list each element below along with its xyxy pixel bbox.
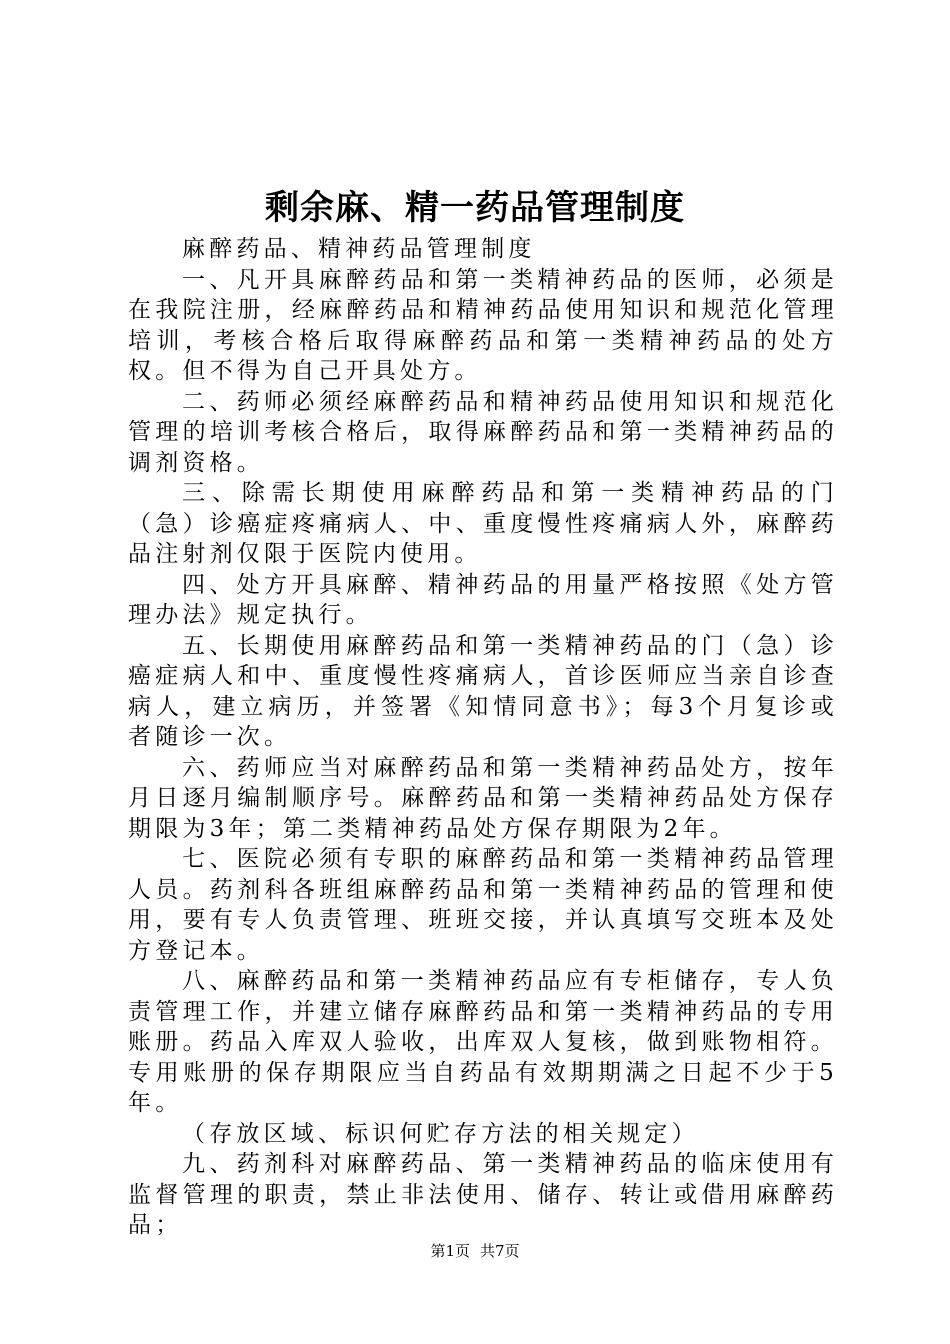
paragraph-subtitle: 麻醉药品、精神药品管理制度: [182, 236, 536, 262]
page-number-total: 共7页: [480, 1242, 520, 1260]
paragraph-8: 八、麻醉药品和第一类精神药品应有专柜储存，专人负责管理工作，并建立储存麻醉药品和第一类精神药品的专用账册。药品入库双人验收，出库双人复核，做到账物相符。专用账册的保存期限应当自药品有效期期满之日起不少于5年。: [128, 968, 838, 1116]
page-number-current: 第1页: [430, 1242, 470, 1260]
paragraph-6: 六、药师应当对麻醉药品和第一类精神药品处方，按年月日逐月编制顺序号。麻醉药品和第一类精神药品处方保存期限为3年；第二类精神药品处方保存期限为2年。: [128, 754, 838, 842]
page-footer: [0, 1240, 950, 1262]
paragraph-note: （存放区域、标识何贮存方法的相关规定）: [182, 1120, 699, 1147]
paragraph-5: 五、长期使用麻醉药品和第一类精神药品的门（急）诊癌症病人和中、重度慢性疼痛病人，首诊医师应当亲自诊查病人，建立病历，并签署《知情同意书》；每3个月复诊或者随诊一次。: [128, 632, 838, 750]
paragraph-4: 四、处方开具麻醉、精神药品的用量严格按照《处方管理办法》规定执行。: [128, 571, 838, 628]
paragraph-1: 一、凡开具麻醉药品和第一类精神药品的医师，必须是在我院注册，经麻醉药品和精神药品使用知识和规范化管理培训，考核合格后取得麻醉药品和第一类精神药品的处方权。但不得为自己开具处方。: [128, 266, 838, 384]
paragraph-7: 七、医院必须有专职的麻醉药品和第一类精神药品管理人员。药剂科各班组麻醉药品和第一类精神药品的管理和使用，要有专人负责管理、班班交接，并认真填写交班本及处方登记本。: [128, 846, 838, 964]
paragraph-3: 三、除需长期使用麻醉药品和第一类精神药品的门（急）诊癌症疼痛病人、中、重度慢性疼痛病人外，麻醉药品注射剂仅限于医院内使用。: [128, 480, 838, 567]
document-title: 剩余麻、精一药品管理制度: [265, 188, 685, 228]
paragraph-2: 二、药师必须经麻醉药品和精神药品使用知识和规范化管理的培训考核合格后，取得麻醉药品和第一类精神药品的调剂资格。: [128, 388, 838, 476]
paragraph-9: 九、药剂科对麻醉药品、第一类精神药品的临床使用有监督管理的职责，禁止非法使用、储存、转让或借用麻醉药品；: [128, 1151, 838, 1238]
document-body: [128, 234, 838, 1241]
